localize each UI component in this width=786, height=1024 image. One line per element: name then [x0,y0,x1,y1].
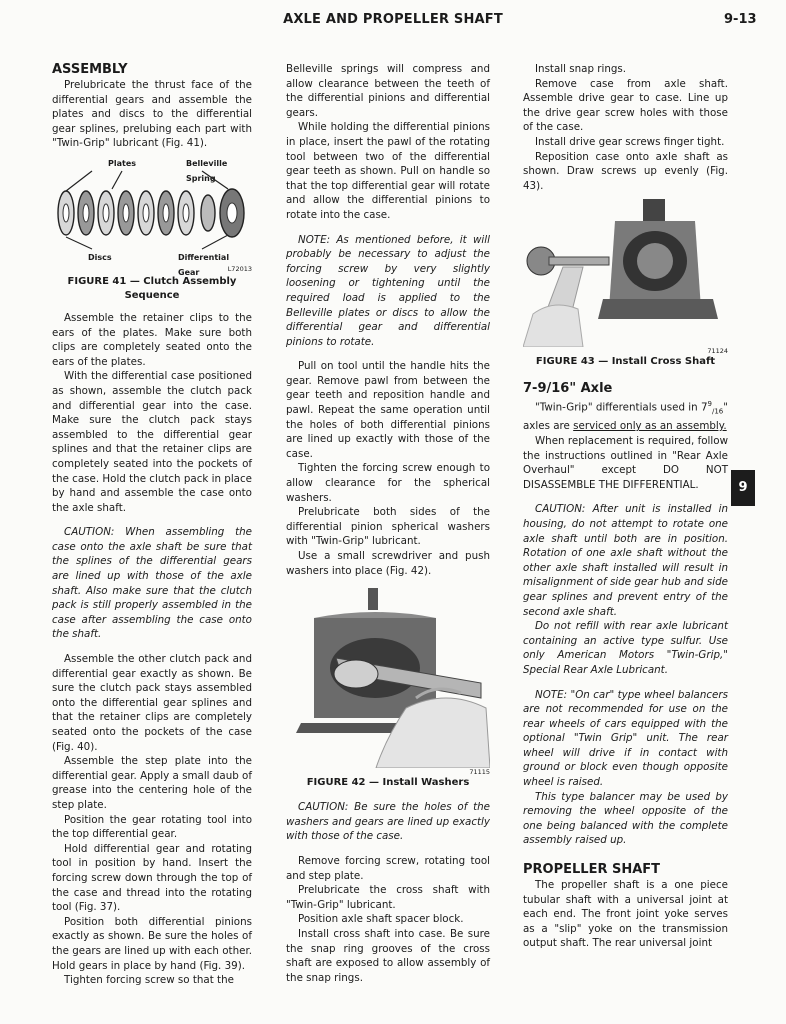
heading-axle: 7-9/16" Axle [523,381,613,397]
paragraph-serviced [523,397,728,434]
paragraph: Belleville springs will compress and allow clearance between the teeth of the differential pinions and differential gears. [286,63,490,119]
paragraph: Use a small screwdriver and push washers into place (Fig. 42). [286,550,490,577]
install-cross-shaft-photo [523,199,728,347]
fraction-numerator: 9 [707,400,712,409]
figure-42-caption: FIGURE 42 — Install Washers [306,777,470,789]
figure-code: L72013 [227,264,252,273]
paragraph: While holding the differential pinions in place, insert the pawl of the rotating tool between two of the differential gear teeth as shown. Pull on handle so that the top differential gear will rotate and allow the differential pinions to rotate into the case. [286,121,490,221]
heading-assembly: ASSEMBLY [52,62,128,77]
paragraph: Assemble the other clutch pack and differential gear exactly as shown. Be sure the clutch pack stays assembled onto the differential gear splines and that the retainer clips are completely seated onto the pockets of the case (Fig. 40). [52,653,252,753]
column-1 [52,62,252,988]
paragraph: Position both differential pinions exactly as shown. Be sure the holes of the gears are lined up with each other. Hold gears in place by hand (Fig. 39). [52,915,252,972]
text: " axles are [523,401,728,433]
figure-41-caption: FIGURE 41 — Clutch Assembly Sequence [67,275,237,301]
paragraph: Remove case from axle shaft. Assemble drive gear to case. Line up the drive gear screw holes with those of the case. [523,77,728,134]
label-belleville-spring: Belleville Spring [186,158,228,183]
note-paragraph: NOTE: As mentioned before, it will probably be necessary to adjust the forcing screw by very slightly loosening or tightening until the required load is applied to the Belleville plates or discs to allow the differential gear and differential pinions to rotate. [286,233,490,348]
page-number: 9-13 [724,12,757,27]
label-discs: Discs [88,252,112,262]
paragraph: Reposition case onto axle shaft as shown. Draw screws up evenly (Fig. 43). [523,150,728,192]
caution-paragraph: CAUTION: Be sure the holes of the washers and gears are lined up exactly with those of the case. [286,801,490,843]
paragraph: Do not refill with rear axle lubricant containing an active type sulfur. Use only American Motors "Twin-Grip," Special Rear Axle Lubricant. [523,620,728,676]
paragraph: Prelubricate the thrust face of the differential gears and assemble the plates and discs to the differential gear splines, prelubing each part with "Twin-Grip" lubricant (Fig. 41). [52,79,252,150]
paragraph: Position the gear rotating tool into the top differential gear. [52,813,252,841]
underlined-text: serviced only as an assembly. [573,420,727,433]
fraction-denominator: /16 [711,407,724,416]
paragraph: Prelubricate both sides of the differential pinion spherical washers with "Twin-Grip" lubricant. [286,506,490,548]
section-tab[interactable]: 9 [731,470,755,506]
paragraph: When replacement is required, follow the instructions outlined in "Rear Axle Overhaul" except DO NOT DISASSEMBLE THE DIFFERENTIAL. [523,435,728,491]
figure-43 [523,199,728,347]
text: "Twin-Grip" differentials used in 7 [535,401,708,414]
paragraph: Prelubricate the cross shaft with "Twin-Grip" lubricant. [286,884,490,911]
figure-code: 71124 [707,347,728,356]
figure-code: 71115 [469,768,490,777]
paragraph: Install cross shaft into case. Be sure the snap ring grooves of the cross shaft are exposed to allow assembly of the snap rings. [286,927,490,984]
paragraph: Position axle shaft spacer block. [298,913,464,926]
column-3 [523,62,728,951]
heading-propeller-shaft: PROPELLER SHAFT [523,862,661,878]
paragraph: Tighten forcing screw so that the [64,974,234,987]
paragraph: Assemble the step plate into the differential gear. Apply a small daub of grease into the centering hole of the step plate. [52,755,252,811]
label-differential-gear: Differential Gear [178,252,230,277]
figure-42 [286,588,490,768]
paragraph: Assemble the retainer clips to the ears of the plates. Make sure both clips are completely seated onto the ears of the plates. [52,311,252,368]
note-paragraph: NOTE: "On car" type wheel balancers are not recommended for use on the rear wheels of cars equipped with the optional "Twin Grip" unit. The rear wheel will drive if in contact with ground or block even though opposite wheel is raised. [523,688,728,789]
caution-paragraph: CAUTION: After unit is installed in housing, do not attempt to rotate one axle shaft until both are in position. Rotation of one axle shaft without the other axle shaft installed will result in misalignment of side gear hub and side gear splines and prevent entry of the second axle shaft. [523,503,728,618]
clutch-assembly-diagram [52,169,252,253]
paragraph: Pull on tool until the handle hits the gear. Remove pawl from between the gear teeth and reposition handle and pawl. Repeat the same operation until the holes of both differential pinions are lined up exactly with those of the case. [286,360,490,460]
paragraph: Hold differential gear and rotating tool in position by hand. Insert the forcing screw down through the top of the case and thread into the rotating tool (Fig. 37). [52,842,252,914]
paragraph: Tighten the forcing screw enough to allow clearance for the spherical washers. [286,462,490,504]
caution-paragraph: CAUTION: When assembling the case onto the axle shaft be sure that the splines of the differential gears are lined up with those of the axle shaft. Also make sure that the clutch pack is still properly assembled in the case after assembling the case onto the shaft. [52,526,252,641]
paragraph: This type balancer may be used by removing the wheel opposite of the one being balanced with the complete assembly raised up. [523,790,728,847]
paragraph: Install snap rings. [535,63,627,75]
page-header-title: AXLE AND PROPELLER SHAFT [283,12,503,27]
install-washers-photo [286,588,490,768]
label-plates: Plates [108,158,137,168]
paragraph: The propeller shaft is a one piece tubular shaft with a universal joint at each end. The front joint yoke serves as a "slip" yoke on the transmission output shaft. The rear universal joint [523,879,728,950]
column-2 [286,62,490,985]
paragraph: Install drive gear screws finger tight. [535,135,725,148]
paragraph: Remove forcing screw, rotating tool and step plate. [286,854,490,882]
paragraph: With the differential case positioned as shown, assemble the clutch pack and differential gear into the case. Make sure the clutch pack stays assembled to the differential gear splines and that the retainer clips are completely seated into the pockets of the case. Hold the clutch pack in place by hand and assemble the case onto the axle shaft. [52,370,252,514]
figure-43-caption: FIGURE 43 — Install Cross Shaft [535,356,716,368]
